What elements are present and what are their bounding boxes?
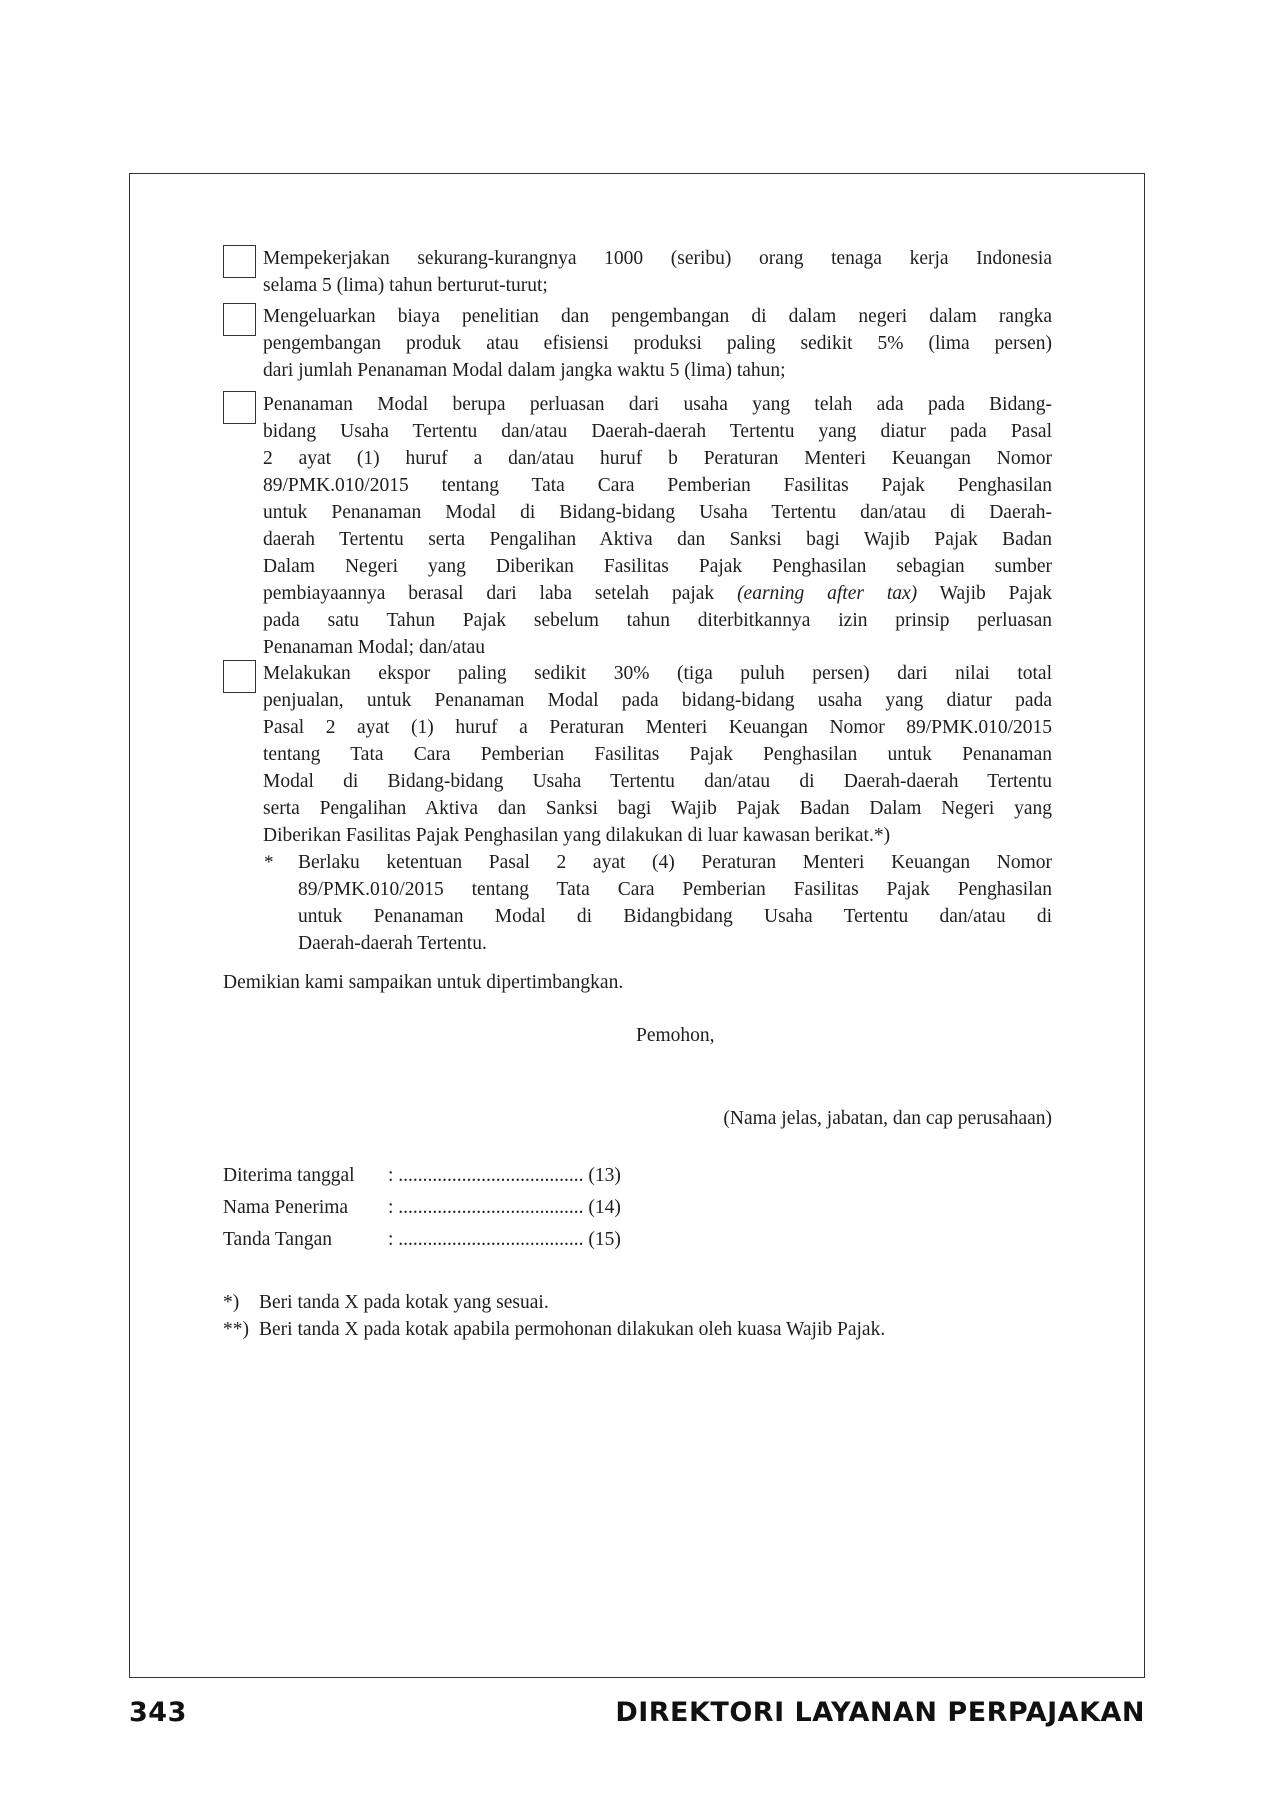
note-text [298,849,1052,957]
text-line: selama 5 (lima) tahun berturut-turut; [263,275,548,296]
text-line: Melakukan ekspor paling sedikit 30% (tiga puluh persen) dari nilai total [263,663,1052,684]
receipt-value: : ...................................... (15) [388,1229,621,1250]
text-line: 89/PMK.010/2015 tentang Tata Cara Pemberian Fasilitas Pajak Penghasilan [298,879,1052,900]
text-line: Berlaku ketentuan Pasal 2 ayat (4) Peraturan Menteri Keuangan Nomor [298,852,1052,873]
receipt-label: Diterima tanggal [223,1165,355,1186]
text-line: Mempekerjakan sekurang-kurangnya 1000 (seribu) orang tenaga kerja Indonesia [263,248,1052,269]
receipt-label: Nama Penerima [223,1197,349,1218]
text-line: pengembangan produk atau efisiensi produksi paling sedikit 5% (lima persen) [263,333,1052,354]
book-title: DIREKTORI LAYANAN PERPAJAKAN [615,1697,1145,1728]
text-line: 2 ayat (1) huruf a dan/atau huruf b Peraturan Menteri Keuangan Nomor [263,448,1052,469]
text-line: tentang Tata Cara Pemberian Fasilitas Pajak Penghasilan untuk Penanaman [263,744,1052,765]
text-line: serta Pengalihan Aktiva dan Sanksi bagi Wajib Pajak Badan Dalam Negeri yang [263,798,1052,819]
text-line: dari jumlah Penanaman Modal dalam jangka waktu 5 (lima) tahun; [263,360,786,381]
footnote-1 [223,1289,549,1316]
receipt-row-date [223,1162,621,1189]
receipt-row-name [223,1194,621,1221]
applicant-label: Pemohon, [636,1025,715,1046]
text-line: bidang Usaha Tertentu dan/atau Daerah-daerah Tertentu yang diatur pada Pasal [263,421,1052,442]
footnote-text: Beri tanda X pada kotak yang sesuai. [259,1292,549,1313]
text-line: Diberikan Fasilitas Pajak Penghasilan yang dilakukan di luar kawasan berikat.*) [263,825,891,846]
text-line: Daerah-daerah Tertentu. [298,933,487,954]
note-marker: * [264,852,274,873]
italic-term: (earning after tax) [737,583,918,604]
item-3-text [263,391,1052,661]
text-line: pada satu Tahun Pajak sebelum tahun diterbitkannya izin prinsip perluasan [263,610,1052,631]
text-line: untuk Penanaman Modal di Bidang-bidang Usaha Tertentu dan/atau di Daerah- [263,502,1052,523]
text-line: Penanaman Modal berupa perluasan dari usaha yang telah ada pada Bidang- [263,394,1052,415]
item-4-text [263,660,1052,849]
text-line: Pasal 2 ayat (1) huruf a Peraturan Menteri Keuangan Nomor 89/PMK.010/2015 [263,717,1052,738]
checkbox-item-2[interactable] [223,303,256,336]
item-1-text [263,245,1052,299]
checkbox-item-1[interactable] [223,245,256,278]
checkbox-item-3[interactable] [223,391,256,424]
receipt-label: Tanda Tangan [223,1229,332,1250]
receipt-row-signature [223,1226,621,1253]
checkbox-item-4[interactable] [223,660,256,693]
text-line: 89/PMK.010/2015 tentang Tata Cara Pemberian Fasilitas Pajak Penghasilan [263,475,1052,496]
page-number: 343 [129,1697,187,1728]
item-2-text [263,303,1052,384]
signature-caption: (Nama jelas, jabatan, dan cap perusahaan) [723,1108,1052,1129]
footnote-marker: *) [223,1292,240,1313]
text-line: penjualan, untuk Penanaman Modal pada bidang-bidang usaha yang diatur pada [263,690,1052,711]
footnote-2 [223,1316,885,1343]
text-line: untuk Penanaman Modal di Bidangbidang Usaha Tertentu dan/atau di [298,906,1052,927]
text-line: Penanaman Modal; dan/atau [263,637,486,658]
text-line: daerah Tertentu serta Pengalihan Aktiva dan Sanksi bagi Wajib Pajak Badan [263,529,1052,550]
footnote-text: Beri tanda X pada kotak apabila permohonan dilakukan oleh kuasa Wajib Pajak. [259,1319,886,1340]
text-line: Mengeluarkan biaya penelitian dan pengembangan di dalam negeri dalam rangka [263,306,1052,327]
receipt-value: : ...................................... (13) [388,1165,621,1186]
footnote-marker: **) [223,1319,249,1340]
text-line: Modal di Bidang-bidang Usaha Tertentu dan/atau di Daerah-daerah Tertentu [263,771,1052,792]
closing-statement: Demikian kami sampaikan untuk dipertimbangkan. [223,972,624,993]
receipt-value: : ...................................... (14) [388,1197,621,1218]
text-line: Dalam Negeri yang Diberikan Fasilitas Pajak Penghasilan sebagian sumber [263,556,1052,577]
text-line: pembiayaannya berasal dari laba setelah pajak (earning after tax) Wajib Pajak [263,583,1052,604]
